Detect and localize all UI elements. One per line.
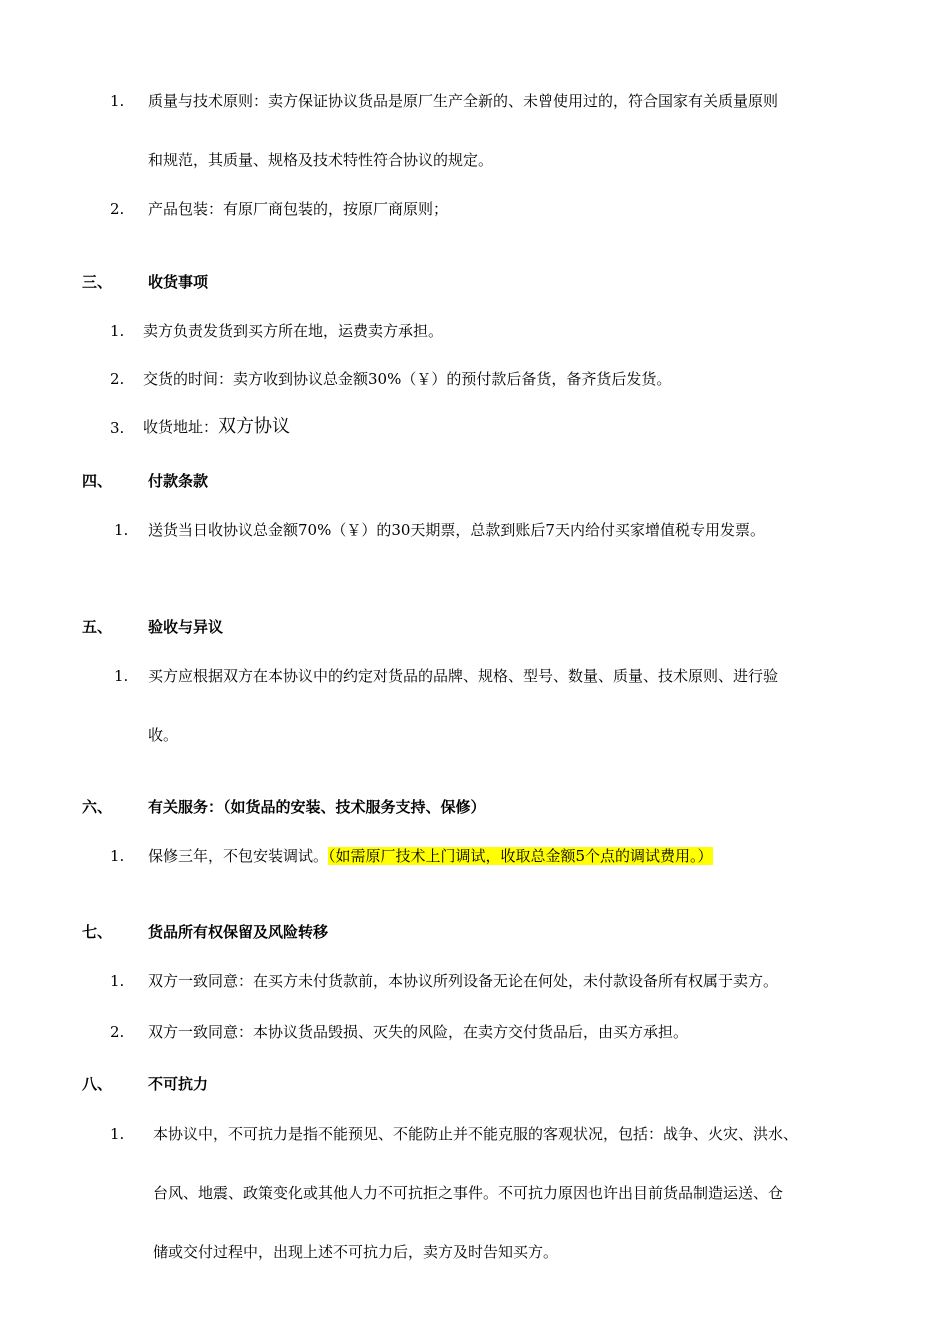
section-title: 不可抗力 — [148, 1075, 209, 1093]
item-number: 1. — [114, 667, 129, 685]
section-number: 七、 — [82, 923, 113, 941]
section-number: 三、 — [82, 273, 113, 291]
item-number: 2. — [110, 1023, 125, 1041]
section-title: 验收与异议 — [148, 618, 224, 636]
inspection-clause-line-1: 买方应根据双方在本协议中的约定对货品的品牌、规格、型号、数量、质量、技术原则、进行验 — [148, 667, 779, 685]
item-number: 2. — [110, 370, 125, 388]
section-number: 四、 — [82, 472, 113, 490]
ownership-clause-1: 双方一致同意：在买方未付货款前，本协议所列设备无论在何处，未付款设备所有权属于卖方。 — [148, 972, 779, 990]
delivery-address-value: 双方协议 — [218, 416, 291, 437]
section-title: 货品所有权保留及风险转移 — [148, 923, 329, 941]
packaging-clause: 产品包装：有原厂商包装的，按原厂商原则； — [148, 200, 449, 218]
delivery-clause-2: 交货的时间：卖方收到协议总金额30%（￥）的预付款后备货，备齐货后发货。 — [143, 370, 672, 388]
item-number: 3. — [110, 419, 125, 437]
ownership-clause-2: 双方一致同意：本协议货品毁损、灭失的风险，在卖方交付货品后，由买方承担。 — [148, 1023, 689, 1041]
item-number: 1. — [110, 92, 125, 110]
inspection-clause-line-2: 收。 — [148, 726, 179, 744]
delivery-clause-1: 卖方负责发货到买方所在地，运费卖方承担。 — [143, 322, 444, 340]
section-title: 付款条款 — [148, 472, 209, 490]
warranty-highlight: （如需原厂技术上门调试，收取总金额5个点的调试费用。） — [328, 847, 713, 865]
item-number: 1. — [110, 322, 125, 340]
force-majeure-line-3: 储或交付过程中，出现上述不可抗力后，卖方及时告知买方。 — [153, 1243, 559, 1261]
item-number: 1. — [110, 847, 125, 865]
payment-clause: 送货当日收协议总金额70%（￥）的30天期票，总款到账后7天内给付买家增值税专用发票。 — [148, 521, 765, 539]
section-title: 收货事项 — [148, 273, 209, 291]
quality-clause-line-2: 和规范，其质量、规格及技术特性符合协议的规定。 — [148, 151, 494, 169]
item-number: 2. — [110, 200, 125, 218]
force-majeure-line-2: 台风、地震、政策变化或其他人力不可抗拒之事件。不可抗力原因也许出目前货品制造运送、仓 — [153, 1184, 784, 1202]
item-number: 1. — [114, 521, 129, 539]
item-number: 1. — [110, 972, 125, 990]
force-majeure-line-1: 本协议中，不可抗力是指不能预见、不能防止并不能克服的客观状况，包括：战争、火灾、洪水、 — [153, 1125, 799, 1143]
section-number: 六、 — [82, 798, 113, 816]
warranty-text: 保修三年，不包安装调试。 — [148, 847, 329, 865]
warranty-clause — [148, 846, 713, 866]
item-number: 1. — [110, 1125, 125, 1143]
section-title: 有关服务：（如货品的安装、技术服务支持、保修） — [148, 798, 486, 816]
section-number: 五、 — [82, 618, 113, 636]
delivery-address — [143, 417, 290, 437]
section-number: 八、 — [82, 1075, 113, 1093]
quality-clause-line-1: 质量与技术原则：卖方保证协议货品是原厂生产全新的、未曾使用过的，符合国家有关质量原则 — [148, 92, 779, 110]
delivery-address-label: 收货地址： — [143, 418, 219, 436]
